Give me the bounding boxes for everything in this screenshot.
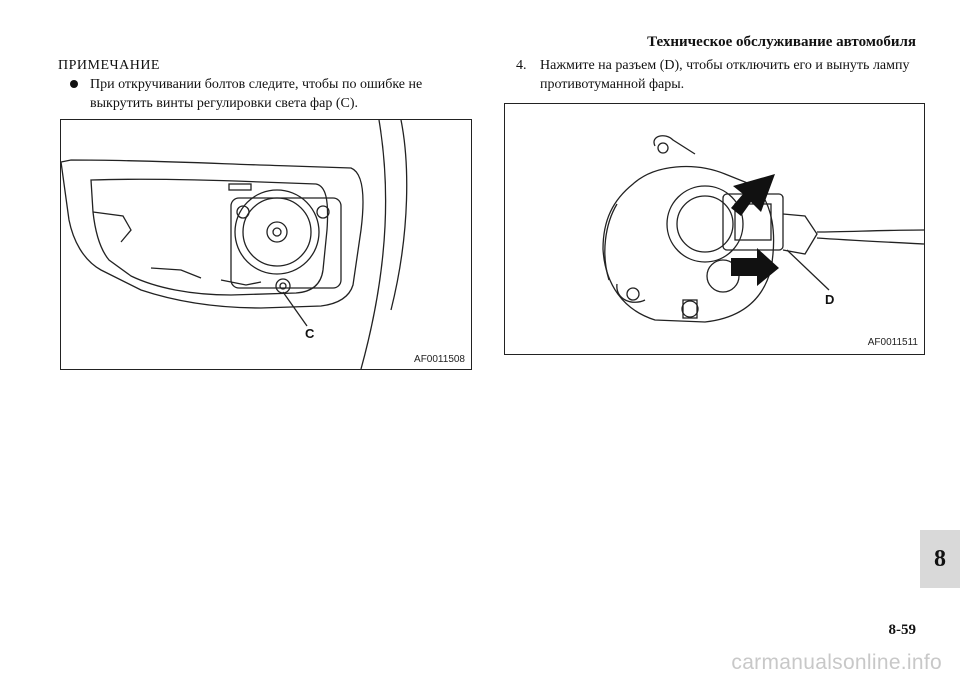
callout-label-c: C: [305, 326, 315, 341]
figure-fog-lamp-connector: [504, 103, 925, 355]
figure-code: AF0011508: [414, 354, 465, 365]
note-bullet: [58, 75, 478, 113]
note-heading: ПРИМЕЧАНИЕ: [58, 58, 160, 73]
note-bullet-text: При откручивании болтов следите, чтобы по ошибке не выкрутить винты регулировки света фар (C).: [90, 77, 423, 111]
page-header-title: Техническое обслуживание автомобиля: [647, 34, 916, 50]
step-number: 4.: [516, 58, 527, 73]
fog-lamp-housing-illustration: [61, 120, 471, 369]
callout-label-d: D: [825, 292, 835, 307]
fog-lamp-connector-illustration: [505, 104, 924, 354]
watermark-text: carmanualsonline.info: [731, 651, 942, 674]
note-block: [58, 56, 478, 113]
step-instruction: [516, 56, 916, 94]
figure-code: AF0011511: [867, 337, 918, 348]
step-text: Нажмите на разъем (D), чтобы отключить его и вынуть лампу противотуманной фары.: [540, 58, 910, 92]
figure-fog-lamp-bumper: [60, 119, 472, 370]
page-number: 8-59: [888, 622, 916, 638]
push-arrow-icon: [731, 174, 775, 216]
section-tab: 8: [920, 530, 960, 588]
bullet-dot-icon: [70, 80, 78, 88]
